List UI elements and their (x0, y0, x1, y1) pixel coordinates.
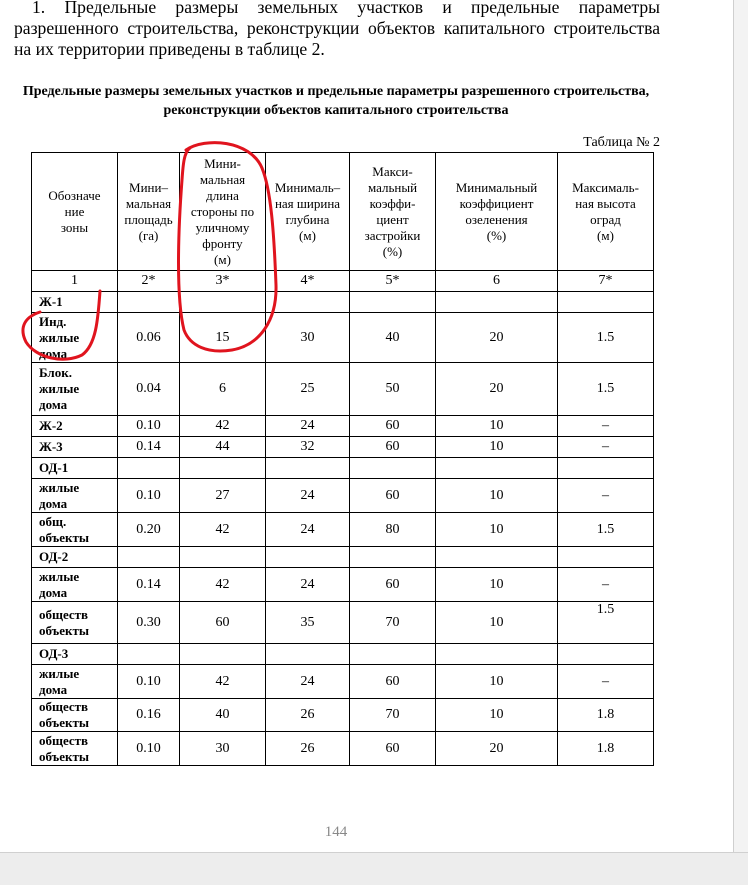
value-cell: – (558, 416, 654, 437)
value-cell: – (558, 479, 654, 513)
zone-cell: обществ объекты (32, 602, 118, 644)
value-cell: 60 (350, 665, 436, 699)
value-cell: 24 (266, 568, 350, 602)
value-cell: 30 (266, 313, 350, 363)
zone-cell: жилые дома (32, 568, 118, 602)
value-cell (558, 458, 654, 479)
value-cell: 26 (266, 732, 350, 766)
value-cell: 24 (266, 479, 350, 513)
value-cell: 1.5 (558, 363, 654, 416)
value-cell (266, 547, 350, 568)
value-cell: 24 (266, 416, 350, 437)
table-row (32, 479, 654, 513)
value-cell (436, 644, 558, 665)
value-cell: 24 (266, 513, 350, 547)
value-cell: 10 (436, 437, 558, 458)
value-cell: 10 (436, 568, 558, 602)
value-cell: 26 (266, 699, 350, 732)
value-cell: 10 (436, 699, 558, 732)
zone-cell: общ. объекты (32, 513, 118, 547)
column-number-row (32, 271, 654, 292)
value-cell (558, 644, 654, 665)
value-cell (436, 292, 558, 313)
header-cell: Макси- мальный коэффи- циент застройки (%) (350, 153, 436, 271)
table-row (32, 292, 654, 313)
zone-cell: ОД-1 (32, 458, 118, 479)
value-cell: 44 (180, 437, 266, 458)
value-cell: 10 (436, 479, 558, 513)
value-cell: 30 (180, 732, 266, 766)
value-cell (350, 547, 436, 568)
value-cell (266, 458, 350, 479)
value-cell (350, 644, 436, 665)
value-cell: 40 (180, 699, 266, 732)
value-cell: 20 (436, 313, 558, 363)
value-cell: 20 (436, 732, 558, 766)
value-cell (180, 547, 266, 568)
value-cell: 0.10 (118, 479, 180, 513)
value-cell: 0.30 (118, 602, 180, 644)
value-cell: 0.10 (118, 416, 180, 437)
value-cell: 0.10 (118, 665, 180, 699)
value-cell: 10 (436, 602, 558, 644)
value-cell: 10 (436, 513, 558, 547)
limits-table (31, 152, 654, 766)
value-cell (118, 547, 180, 568)
value-cell: 42 (180, 568, 266, 602)
value-cell: 6 (180, 363, 266, 416)
column-number-cell: 4* (266, 271, 350, 292)
zone-cell: Инд. жилые дома (32, 313, 118, 363)
header-cell: Минимальный коэффициент озеленения (%) (436, 153, 558, 271)
value-cell: 0.14 (118, 568, 180, 602)
table-row (32, 699, 654, 732)
zone-cell: Ж-1 (32, 292, 118, 313)
page-number: 144 (324, 824, 348, 840)
value-cell (436, 458, 558, 479)
value-cell: 40 (350, 313, 436, 363)
table-row (32, 644, 654, 665)
value-cell: 80 (350, 513, 436, 547)
header-cell: Максималь- ная высота оград (м) (558, 153, 654, 271)
zone-cell: Ж-3 (32, 437, 118, 458)
zone-cell: жилые дома (32, 479, 118, 513)
value-cell (558, 547, 654, 568)
value-cell: 60 (350, 568, 436, 602)
value-cell: 60 (350, 416, 436, 437)
header-cell: Обозначе ние зоны (32, 153, 118, 271)
value-cell: 1.8 (558, 699, 654, 732)
value-cell: 0.10 (118, 732, 180, 766)
value-cell: 1.5 (558, 313, 654, 363)
header-cell: Минималь– ная ширина глубина (м) (266, 153, 350, 271)
zone-cell: Ж-2 (32, 416, 118, 437)
table-row (32, 437, 654, 458)
value-cell: – (558, 568, 654, 602)
zone-cell: обществ объекты (32, 699, 118, 732)
value-cell: 1.8 (558, 732, 654, 766)
table-row (32, 513, 654, 547)
value-cell: 15 (180, 313, 266, 363)
value-cell (436, 547, 558, 568)
table-row (32, 458, 654, 479)
column-number-cell: 2* (118, 271, 180, 292)
value-cell: 60 (350, 479, 436, 513)
value-cell: 42 (180, 416, 266, 437)
table-row (32, 416, 654, 437)
value-cell: 27 (180, 479, 266, 513)
column-number-cell: 7* (558, 271, 654, 292)
table-row (32, 547, 654, 568)
table-row (32, 665, 654, 699)
zone-cell: ОД-2 (32, 547, 118, 568)
value-cell (266, 644, 350, 665)
table-row (32, 313, 654, 363)
value-cell: 60 (350, 732, 436, 766)
value-cell: 20 (436, 363, 558, 416)
column-number-cell: 6 (436, 271, 558, 292)
value-cell: 60 (350, 437, 436, 458)
value-cell (180, 292, 266, 313)
value-cell: 25 (266, 363, 350, 416)
value-cell (558, 292, 654, 313)
value-cell: 32 (266, 437, 350, 458)
value-cell (350, 458, 436, 479)
value-cell (118, 292, 180, 313)
value-cell: 10 (436, 665, 558, 699)
zone-cell: жилые дома (32, 665, 118, 699)
header-cell: Мини- мальная длина стороны по уличному фронту (м) (180, 153, 266, 271)
zone-cell: Блок. жилые дома (32, 363, 118, 416)
value-cell (266, 292, 350, 313)
table-row (32, 602, 654, 644)
table-row (32, 363, 654, 416)
window-bottom-bar (0, 852, 748, 885)
value-cell: 1.5 (558, 513, 654, 547)
table-title: Предельные размеры земельных участков и предельные параметры разрешенного строительства, реконструкции объектов капитального строительства (22, 84, 650, 118)
value-cell (118, 458, 180, 479)
value-cell: 70 (350, 699, 436, 732)
value-cell: 1.5 (558, 602, 654, 644)
value-cell: 10 (436, 416, 558, 437)
value-cell: 0.16 (118, 699, 180, 732)
value-cell: – (558, 665, 654, 699)
zone-cell: ОД-3 (32, 644, 118, 665)
value-cell (180, 644, 266, 665)
value-cell: – (558, 437, 654, 458)
header-row (32, 153, 654, 271)
column-number-cell: 5* (350, 271, 436, 292)
value-cell: 0.04 (118, 363, 180, 416)
value-cell: 70 (350, 602, 436, 644)
value-cell: 0.20 (118, 513, 180, 547)
column-number-cell: 3* (180, 271, 266, 292)
value-cell: 0.06 (118, 313, 180, 363)
zone-cell: обществ объекты (32, 732, 118, 766)
value-cell (180, 458, 266, 479)
table-row (32, 732, 654, 766)
column-number-cell: 1 (32, 271, 118, 292)
value-cell (350, 292, 436, 313)
value-cell: 24 (266, 665, 350, 699)
header-cell: Мини– мальная площадь (га) (118, 153, 180, 271)
value-cell: 60 (180, 602, 266, 644)
vertical-scrollbar-gutter[interactable] (733, 0, 748, 852)
intro-paragraph (14, 0, 660, 60)
table-row (32, 568, 654, 602)
table-caption: Таблица № 2 (583, 135, 660, 150)
intro-text: 1. Предельные размеры земельных участков и предельные параметры разрешенного строительства, реконструкции объектов капитального строительства на их территории приведены в таблице 2. (14, 0, 660, 59)
value-cell: 35 (266, 602, 350, 644)
value-cell: 42 (180, 513, 266, 547)
value-cell: 0.14 (118, 437, 180, 458)
value-cell: 42 (180, 665, 266, 699)
value-cell (118, 644, 180, 665)
value-cell: 50 (350, 363, 436, 416)
